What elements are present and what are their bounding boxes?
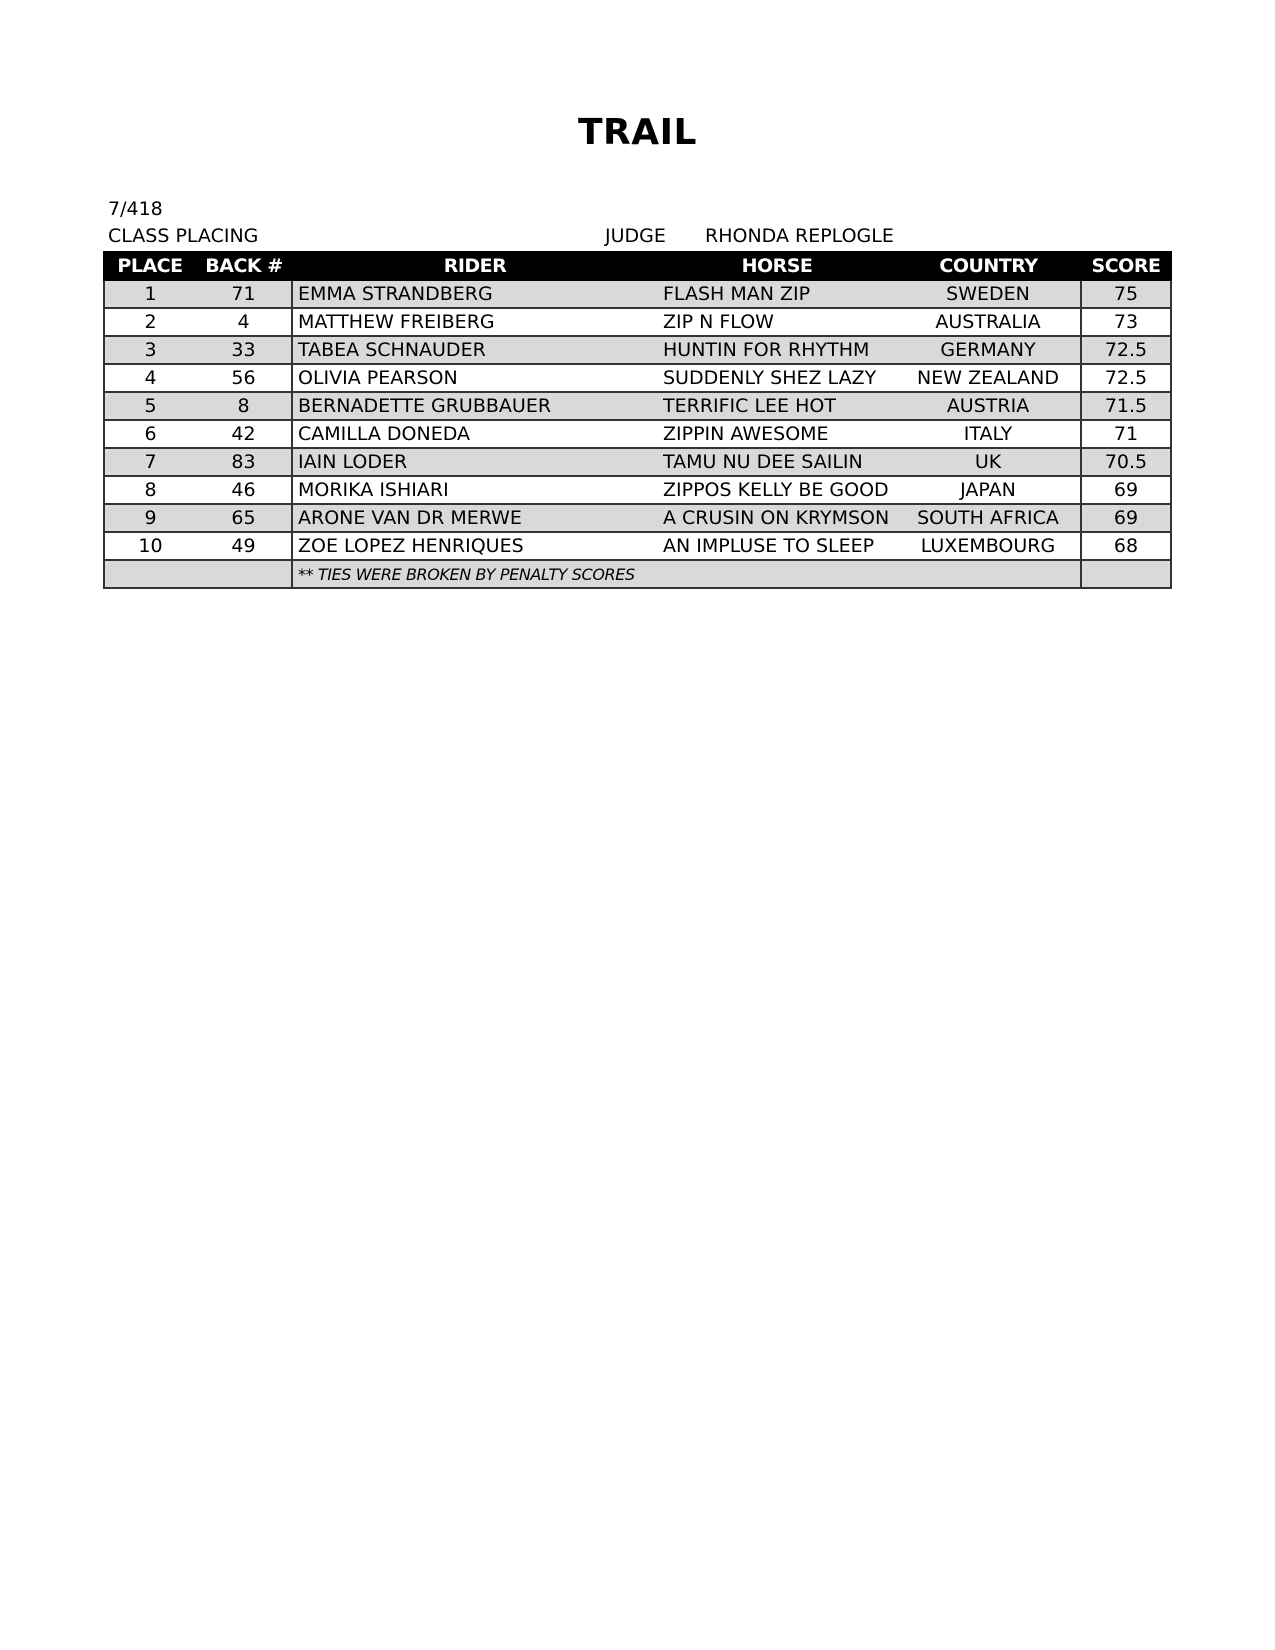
place-cell: 2: [104, 308, 196, 336]
note-score-spacer: [1081, 560, 1171, 588]
back-number-cell: 71: [196, 280, 292, 308]
horse-cell: AN IMPLUSE TO SLEEP: [658, 532, 896, 560]
back-number-cell: 4: [196, 308, 292, 336]
note-spacer: [104, 560, 292, 588]
place-cell: 10: [104, 532, 196, 560]
country-cell: ITALY: [896, 420, 1081, 448]
header-row: [104, 252, 1171, 280]
score-cell: 72.5: [1081, 336, 1171, 364]
horse-cell: TERRIFIC LEE HOT: [658, 392, 896, 420]
table-row: [104, 504, 1171, 532]
place-cell: 5: [104, 392, 196, 420]
column-header-country: COUNTRY: [896, 252, 1081, 280]
class-placing-label: CLASS PLACING: [108, 225, 259, 247]
place-cell: 9: [104, 504, 196, 532]
table-row: [104, 448, 1171, 476]
score-cell: 72.5: [1081, 364, 1171, 392]
page-title: TRAIL: [578, 112, 697, 153]
score-cell: 75: [1081, 280, 1171, 308]
horse-cell: SUDDENLY SHEZ LAZY: [658, 364, 896, 392]
judge-label: JUDGE: [605, 225, 666, 247]
rider-cell: TABEA SCHNAUDER: [292, 336, 658, 364]
back-number-cell: 33: [196, 336, 292, 364]
score-cell: 71: [1081, 420, 1171, 448]
results-table: [103, 251, 1172, 589]
column-header-horse: HORSE: [658, 252, 896, 280]
rider-cell: ZOE LOPEZ HENRIQUES: [292, 532, 658, 560]
country-cell: NEW ZEALAND: [896, 364, 1081, 392]
column-header-back: BACK #: [196, 252, 292, 280]
place-cell: 6: [104, 420, 196, 448]
rider-cell: ARONE VAN DR MERWE: [292, 504, 658, 532]
rider-cell: MATTHEW FREIBERG: [292, 308, 658, 336]
score-cell: 73: [1081, 308, 1171, 336]
country-cell: AUSTRALIA: [896, 308, 1081, 336]
table-row: [104, 532, 1171, 560]
rider-cell: CAMILLA DONEDA: [292, 420, 658, 448]
score-cell: 69: [1081, 476, 1171, 504]
class-date: 7/418: [108, 198, 163, 220]
horse-cell: HUNTIN FOR RHYTHM: [658, 336, 896, 364]
country-cell: GERMANY: [896, 336, 1081, 364]
horse-cell: TAMU NU DEE SAILIN: [658, 448, 896, 476]
rider-cell: OLIVIA PEARSON: [292, 364, 658, 392]
column-header-place: PLACE: [104, 252, 196, 280]
back-number-cell: 83: [196, 448, 292, 476]
place-cell: 7: [104, 448, 196, 476]
results-body: [104, 280, 1171, 588]
table-row: [104, 392, 1171, 420]
rider-cell: BERNADETTE GRUBBAUER: [292, 392, 658, 420]
back-number-cell: 56: [196, 364, 292, 392]
rider-cell: EMMA STRANDBERG: [292, 280, 658, 308]
table-row: [104, 476, 1171, 504]
column-header-rider: RIDER: [292, 252, 658, 280]
country-cell: SOUTH AFRICA: [896, 504, 1081, 532]
place-cell: 3: [104, 336, 196, 364]
country-cell: AUSTRIA: [896, 392, 1081, 420]
horse-cell: ZIPPOS KELLY BE GOOD: [658, 476, 896, 504]
column-header-score: SCORE: [1081, 252, 1171, 280]
score-cell: 68: [1081, 532, 1171, 560]
back-number-cell: 8: [196, 392, 292, 420]
country-cell: LUXEMBOURG: [896, 532, 1081, 560]
score-cell: 71.5: [1081, 392, 1171, 420]
table-row: [104, 364, 1171, 392]
country-cell: SWEDEN: [896, 280, 1081, 308]
horse-cell: ZIPPIN AWESOME: [658, 420, 896, 448]
country-cell: UK: [896, 448, 1081, 476]
horse-cell: FLASH MAN ZIP: [658, 280, 896, 308]
country-cell: JAPAN: [896, 476, 1081, 504]
back-number-cell: 65: [196, 504, 292, 532]
table-row: [104, 280, 1171, 308]
judge-name: RHONDA REPLOGLE: [705, 225, 894, 247]
place-cell: 8: [104, 476, 196, 504]
tie-break-note: ** TIES WERE BROKEN BY PENALTY SCORES: [292, 560, 1081, 588]
note-row: [104, 560, 1171, 588]
table-row: [104, 336, 1171, 364]
table-row: [104, 308, 1171, 336]
score-cell: 70.5: [1081, 448, 1171, 476]
rider-cell: MORIKA ISHIARI: [292, 476, 658, 504]
score-cell: 69: [1081, 504, 1171, 532]
table-row: [104, 420, 1171, 448]
back-number-cell: 42: [196, 420, 292, 448]
horse-cell: ZIP N FLOW: [658, 308, 896, 336]
back-number-cell: 46: [196, 476, 292, 504]
horse-cell: A CRUSIN ON KRYMSON: [658, 504, 896, 532]
place-cell: 1: [104, 280, 196, 308]
back-number-cell: 49: [196, 532, 292, 560]
rider-cell: IAIN LODER: [292, 448, 658, 476]
place-cell: 4: [104, 364, 196, 392]
